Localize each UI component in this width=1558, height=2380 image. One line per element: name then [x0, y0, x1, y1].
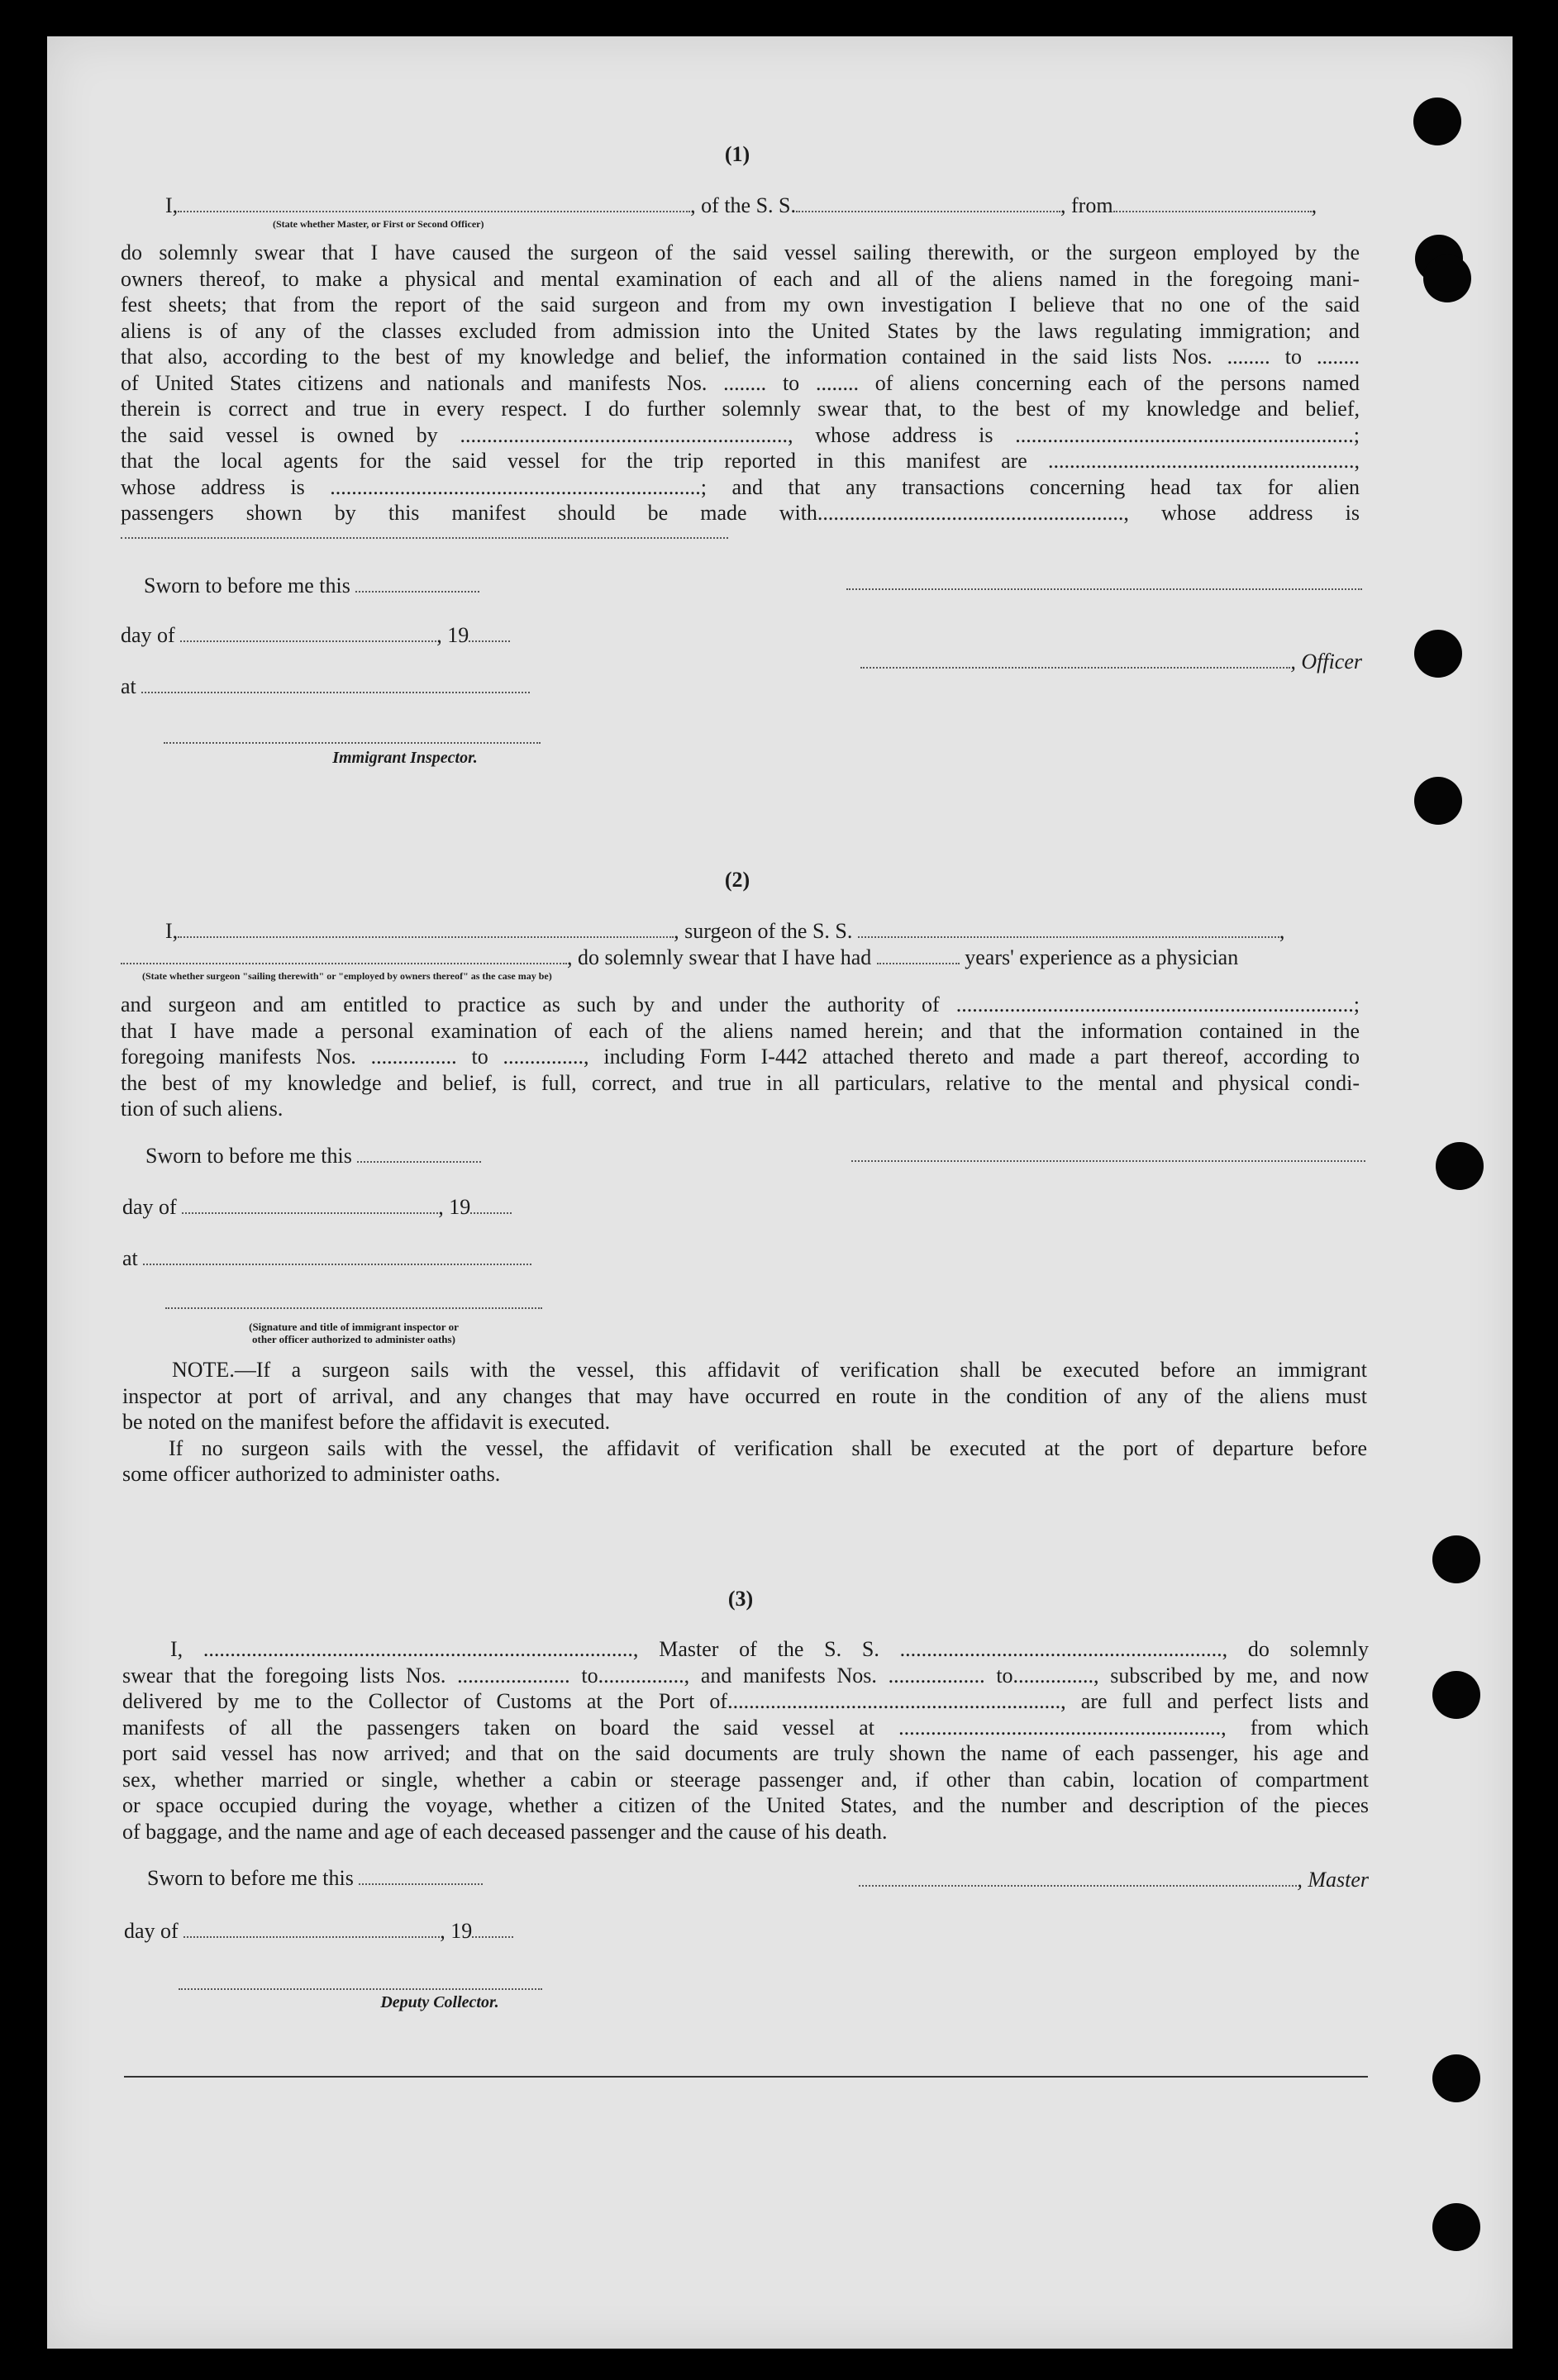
address-field[interactable]	[121, 537, 728, 539]
binder-hole	[1413, 98, 1461, 145]
year-field[interactable]	[472, 1931, 513, 1938]
officer-signature-line: , Officer	[846, 650, 1362, 674]
surgeon-line: I, , surgeon of the S. S. ,	[165, 919, 1285, 943]
note-paragraph: NOTE.—If a surgeon sails with the vessel, this affidavit of verification shall be executed before an immigrant inspector at port of arrival, and any changes that may have occurred en route in the condition of any of the aliens must be noted on the manifest before the affidavit is executed. If no surgeon sails with the vessel, the affidavit of verification shall be executed at the port of departure before some officer authorized to administer oaths.	[122, 1358, 1367, 1486]
ship-name-field[interactable]	[796, 206, 1060, 212]
collector-signature-field[interactable]	[179, 1988, 542, 1990]
surgeon-name-field[interactable]	[178, 931, 674, 938]
sworn-line: Sworn to before me this	[147, 1866, 483, 1891]
signature-caption: (Signature and title of immigrant inspector or other officer authorized to administer oaths)	[249, 1321, 459, 1345]
place-field[interactable]	[143, 1259, 531, 1265]
section1-paragraph: do solemnly swear that I have caused the surgeon of the said vessel sailing therewith, or the surgeon employed by the owners thereof, to make a physical and mental examination of each and all of the aliens named in the foregoing mani- fest sheets; that from the report of the said surgeon and from my own investigation I believe that no one of the said aliens is of any of the classes excluded from admission into the United States by the laws regulating immigration; and that also, according to the best of my knowledge and belief, the information contained in the said lists Nos. ........ to ........ of United States citizens and nationals and manifests Nos. ........ to ........ of aliens concerning each of the persons named therein is correct and true in every respect. I do further solemnly swear that, to the best of my knowledge and belief, the said vessel is owned by ............................................................., whose address is ...............................................................; that the local agents for the said vessel for the trip reported in this manifest are ........................................................., whose address is .....................................................................; and that any transactions concerning head tax for alien passengers shown by this manifest should be made with........................................................., whose address is	[121, 240, 1360, 525]
inspector-caption: Immigrant Inspector.	[332, 749, 478, 767]
surgeon-note: (State whether surgeon "sailing therewith" or "employed by owners thereof" as the case may be)	[142, 970, 552, 982]
at-line: at	[121, 674, 530, 699]
from-port-field[interactable]	[1113, 206, 1312, 212]
inspector-signature-field[interactable]	[165, 1307, 542, 1309]
surgeon-signature-field[interactable]	[851, 1160, 1365, 1162]
officer-signature-upper[interactable]	[846, 588, 1362, 590]
sworn-day-field[interactable]	[359, 1878, 483, 1885]
officer-line: I, , of the S. S. , from ,	[165, 193, 1317, 217]
at-line: at	[122, 1246, 531, 1271]
sworn-line: Sworn to before me this	[145, 1144, 481, 1169]
binder-hole	[1414, 630, 1462, 678]
officer-name-field[interactable]	[178, 206, 690, 212]
binder-hole	[1423, 255, 1471, 302]
sworn-line: Sworn to before me this	[144, 574, 479, 598]
year-field[interactable]	[470, 1207, 512, 1214]
binder-hole	[1432, 1535, 1480, 1583]
master-signature-field[interactable]	[859, 1880, 1297, 1887]
binder-hole	[1432, 2054, 1480, 2102]
officer-note: (State whether Master, or First or Second Officer)	[273, 218, 484, 230]
sworn-day-field[interactable]	[357, 1156, 481, 1163]
surgeon-status-field[interactable]	[121, 958, 567, 964]
experience-line: , do solemnly swear that I have had years' experience as a physician	[121, 945, 1367, 970]
month-field[interactable]	[183, 1931, 440, 1938]
binder-hole	[1414, 777, 1462, 825]
section-number: (3)	[727, 1587, 754, 1611]
day-of-line: day of , 19	[124, 1919, 513, 1944]
sworn-day-field[interactable]	[355, 586, 479, 593]
bottom-rule	[124, 2076, 1368, 2078]
ship-name-field[interactable]	[858, 931, 1279, 938]
master-signature-line: , Master	[838, 1868, 1369, 1892]
binder-hole	[1432, 2203, 1480, 2251]
inspector-signature-field[interactable]	[164, 742, 541, 744]
day-of-line: day of , 19	[122, 1195, 512, 1220]
place-field[interactable]	[141, 687, 530, 693]
collector-caption: Deputy Collector.	[380, 1993, 499, 2011]
years-field[interactable]	[877, 958, 960, 964]
binder-hole	[1432, 1671, 1480, 1719]
section-number: (1)	[724, 142, 750, 166]
year-field[interactable]	[469, 635, 510, 642]
officer-signature-field[interactable]	[860, 662, 1290, 669]
section3-paragraph: I, ................................................................................, Master of the S. S. ............................................................, do solemnly swear that the foregoing lists Nos. ..................... to................, and manifests Nos. .................. to..............., subscribed by me, and now delivered by me to the Collector of Customs at the Port of.............................................................., are full and perfect lists and manifests of all the passengers taken on board the said vessel at ............................................................, from which port said vessel has now arrived; and that on the said documents are truly shown the name of each passenger, his age and sex, whether married or single, whether a cabin or steerage passenger and, if other than cabin, location of compartment or space occupied during the voyage, whether a citizen of the United States, and the number and description of the pieces of baggage, and the name and age of each deceased passenger and the cause of his death.	[122, 1637, 1369, 1844]
month-field[interactable]	[182, 1207, 438, 1214]
binder-hole	[1436, 1142, 1484, 1190]
day-of-line: day of , 19	[121, 623, 510, 648]
section2-paragraph: and surgeon and am entitled to practice as such by and under the authority of ..........................................................................; that I have made a personal examination of each of the aliens named herein; and that the information contained in the foregoing manifests Nos. ................ to ..............., including Form I-442 attached thereto and made a part thereof, according to the best of my knowledge and belief, is full, correct, and true in all particulars, relative to the mental and physical condi- tion of such aliens.	[121, 992, 1360, 1121]
section-number: (2)	[724, 868, 750, 892]
month-field[interactable]	[180, 635, 436, 642]
